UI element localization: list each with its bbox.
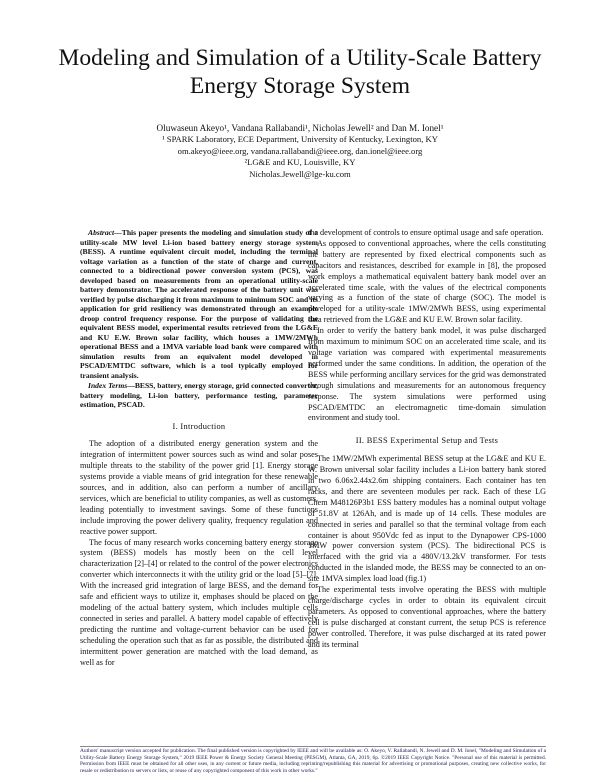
setup-paragraph-2: The experimental tests involve operating the BESS with multiple charge/discharge cycles in order to obtain its equivalent circuit parameters. As opposed to conventional approaches, where the battery cell is pulse discharged at constant current, the setup PCS is reference power controlled. Therefore, it was pulse discharged at its rated power and its terminal <box>308 585 546 649</box>
intro-paragraph-1: The adoption of a distributed energy generation system and the integration of intermittent power sources such as wind and solar poses multiple threats to the stability of the power grid [1]. Energy storage systems provide a viable means of grid integration for these renewable sources, and in addition, also can perform a number of ancillary services, which are beneficial to utility companies, as well as customers, leading potentially to investment savings. Some of these functions include improving the power delivery quality, frequency regulation and reactive power support. <box>80 439 318 536</box>
setup-paragraph-1: The 1MW/2MWh experimental BESS setup at the LG&E and KU E. W. Brown universal solar facility includes a Li-ion battery bank stored in two 6.06x2.44x2.6m shipping containers. Each container has ten racks, and there are seventeen modules per rack. Each of these LG Chem M48126P3b1 ESS battery modules has a nominal output voltage of 51.8V at 126Ah, and is made up of 14 cells. These modules are connected in series and parallel so that the terminal voltage from each container is about 950Vdc fed as input to the Dynapower CPS-1000 1MW power conversion system (PCS). The bidirectional PCS is interfaced with the grid via a 480V/13.2kV transformer. For tests conducted in the islanded mode, the BESS may be connected to an on-site 1MVA simplex load load (fig.1) <box>308 454 546 584</box>
right-column <box>308 228 546 651</box>
author-emails-1: om.akeyo@ieee.org, vandana.rallabandi@ieee.org, dan.ionel@ieee.org <box>177 145 423 156</box>
section-heading-setup: II. BESS Experimental Setup and Tests <box>355 436 499 446</box>
copyright-footer <box>80 746 546 774</box>
abstract-text: —This paper presents the modeling and simulation study of a utility-scale MW level Li-ion based battery energy storage system (BESS). A runtime equivalent circuit model, including the terminal voltage variation as a function of the state of charge and current, connected to a bidirectional power conversion system (PCS), was developed based on measurements from an operational utility-scale battery demonstrator. The accelerated response of the battery unit was verified by pulse discharging it from maximum to minimum SOC and its application for grid resiliency was demonstrated through an example droop control frequency response. For the purpose of validating the equivalent BESS model, experimental results retrieved from the LG&E and KU E.W. Brown solar facility, which houses a 1MW/2MWh operational BESS and a 1MVA variable load bank were compared with simulation results from an equivalent model developed in PSCAD/EMTDC software, which is a tool typically employed for transient analysis. <box>80 228 318 380</box>
affiliation-1: ¹ SPARK Laboratory, ECE Department, University of Kentucky, Lexington, KY <box>162 134 438 145</box>
footer-notice: Authors' manuscript version accepted for publication. The final published version is copyrighted by IEEE and will be available as: O. Akeyo, V. Rallabandi, N. Jewell and D. M. Ionel, "Modeling and Simulation of a Utility-Scale Battery Energy Storage System," 2019 IEEE Power & Energy Society General Meeting (PESGM), Atlanta, GA, 2019, 6p. ©2019 IEEE Copyright Notice. "Personal use of this material is permitted. Permission from IEEE must be obtained for all other uses, in any current or future media, including reprinting/republishing this material for advertising or promotional purposes, creating new collective works, for resale or redistribution to servers or lists, or reuse of any copyrighted component of this work in other works." <box>80 748 546 774</box>
paper-title: Modeling and Simulation of a Utility-Scale Battery Energy Storage System <box>58 45 542 99</box>
affiliation-2: ²LG&E and KU, Louisville, KY <box>244 157 356 168</box>
index-terms-text: —BESS, battery, energy storage, grid connected converter, battery modeling, Li-ion battery, performance testing, parameter estimation, PSCAD. <box>80 381 318 409</box>
right-continuation-paragraph: the development of controls to ensure optimal usage and safe operation. <box>308 228 544 237</box>
section-heading-introduction: I. Introduction <box>172 421 226 431</box>
right-paragraph-1: As opposed to conventional approaches, where the cells constituting the battery are represented by fixed electrical components such as capacitors and resistances, described for example in [8], the proposed work employs a mathematical equivalent battery bank model over an accelerated time scale, with the values of the electrical components varying as a function of the state of charge (SOC). The model is developed for a utility-scale 1MW/2MWh BESS, using experimental data retrieved from the LG&E and KU E.W. Brown solar facility. <box>308 238 546 325</box>
index-terms-label: Index Terms <box>88 381 128 390</box>
abstract-label: Abstract <box>88 228 115 237</box>
index-terms <box>80 381 318 410</box>
author-email-2: Nicholas.Jewell@lge-ku.com <box>249 168 351 179</box>
author-names: Oluwaseun Akeyo¹, Vandana Rallabandi¹, Nicholas Jewell² and Dan M. Ionel¹ <box>156 123 444 133</box>
intro-paragraph-2: The focus of many research works concerning battery energy storage system (BESS) models has mostly been on the cell level characterization [2]–[4] or related to the control of the power electronics converter which interconnects it with the utility grid or the load [5]–[7]. With the increased grid integration of large BESS, and the demand for safe and efficient ways to utilize it, emphases should be placed on the modeling of the actual battery system, which includes multiple cells connected in series and parallel. A battery model capable of effectively predicting the runtime and voltage-current behavior can be used for scheduling the operation such that as far as possible, the distributed and intermittent power generation are matched with the load demand, as well as for <box>80 537 318 667</box>
author-block <box>60 123 540 180</box>
abstract <box>80 228 318 380</box>
right-paragraph-2: In order to verify the battery bank model, it was pulse discharged from maximum to minimum SOC on an accelerated time scale, and its voltage variation was compared with experimental measurements performed under the same conditions. In addition, the operation of the BESS while performing ancillary services for the grid was demonstrated through simulations and measurements for an autonomous frequency response. The system simulations were performed using PSCAD/EMTDC an electromagnetic time-domain simulation environment and study tool. <box>308 326 546 423</box>
left-column <box>80 228 318 668</box>
footer-divider <box>80 746 546 747</box>
